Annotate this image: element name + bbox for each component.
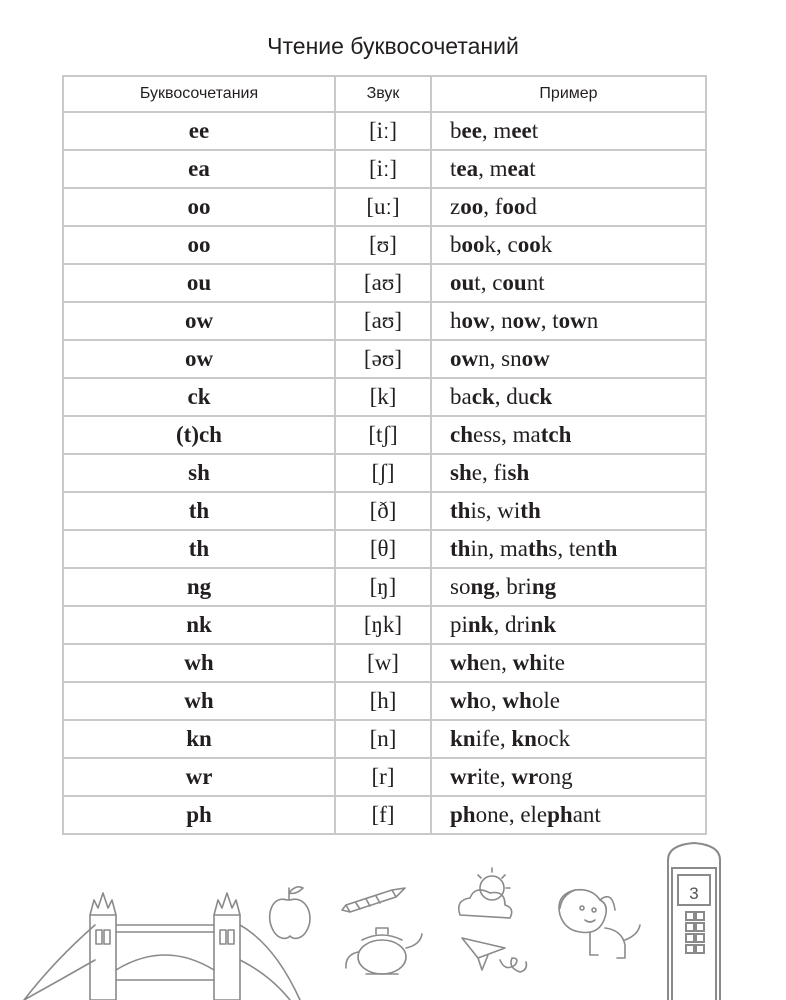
sound-cell: [ʊ]: [335, 226, 431, 264]
example-cell: tea, meat: [431, 150, 706, 188]
paper-plane-icon: [462, 938, 526, 972]
example-cell: book, cook: [431, 226, 706, 264]
combination-cell: ng: [63, 568, 335, 606]
combination-cell: th: [63, 492, 335, 530]
sound-cell: [iː]: [335, 150, 431, 188]
apple-icon: [270, 887, 310, 939]
combination-cell: th: [63, 530, 335, 568]
example-cell: pink, drink: [431, 606, 706, 644]
combination-cell: ou: [63, 264, 335, 302]
combination-cell: oo: [63, 226, 335, 264]
sound-cell: [f]: [335, 796, 431, 834]
example-cell: she, fish: [431, 454, 706, 492]
sound-cell: [θ]: [335, 530, 431, 568]
example-cell: zoo, food: [431, 188, 706, 226]
example-cell: bee, meet: [431, 112, 706, 150]
sound-cell: [w]: [335, 644, 431, 682]
combination-cell: ph: [63, 796, 335, 834]
combination-cell: kn: [63, 720, 335, 758]
sound-cell: [aʊ]: [335, 302, 431, 340]
example-cell: song, bring: [431, 568, 706, 606]
sound-cell: [əʊ]: [335, 340, 431, 378]
cloud-sun-icon: [459, 868, 512, 918]
combination-cell: ow: [63, 340, 335, 378]
puppy-icon: [559, 890, 640, 958]
sound-cell: [tʃ]: [335, 416, 431, 454]
phone-booth-icon: [668, 843, 720, 1000]
example-cell: write, wrong: [431, 758, 706, 796]
combination-cell: wr: [63, 758, 335, 796]
header-sound: Звук: [335, 76, 431, 112]
teapot-icon: [346, 928, 422, 974]
example-cell: when, white: [431, 644, 706, 682]
example-cell: who, whole: [431, 682, 706, 720]
combination-cell: wh: [63, 644, 335, 682]
combination-cell: (t)ch: [63, 416, 335, 454]
example-cell: own, snow: [431, 340, 706, 378]
tower-bridge-icon: [24, 893, 300, 1000]
example-cell: chess, match: [431, 416, 706, 454]
combination-cell: ow: [63, 302, 335, 340]
example-cell: this, with: [431, 492, 706, 530]
pencil-icon: [342, 888, 405, 912]
sound-cell: [k]: [335, 378, 431, 416]
example-cell: knife, knock: [431, 720, 706, 758]
example-cell: how, now, town: [431, 302, 706, 340]
page-title: Чтение буквосочетаний: [267, 33, 519, 59]
combination-cell: ee: [63, 112, 335, 150]
sound-cell: [h]: [335, 682, 431, 720]
sound-cell: [ŋk]: [335, 606, 431, 644]
example-cell: out, count: [431, 264, 706, 302]
sound-cell: [ʃ]: [335, 454, 431, 492]
header-combinations: Буквосочетания: [63, 76, 335, 112]
combination-cell: ea: [63, 150, 335, 188]
sound-cell: [aʊ]: [335, 264, 431, 302]
booth-number: 3: [689, 884, 699, 903]
example-cell: phone, elephant: [431, 796, 706, 834]
combination-cell: oo: [63, 188, 335, 226]
example-cell: back, duck: [431, 378, 706, 416]
example-cell: thin, maths, tenth: [431, 530, 706, 568]
sound-cell: [r]: [335, 758, 431, 796]
sound-cell: [uː]: [335, 188, 431, 226]
header-example: Пример: [431, 76, 706, 112]
sound-cell: [ŋ]: [335, 568, 431, 606]
combination-cell: sh: [63, 454, 335, 492]
combination-cell: wh: [63, 682, 335, 720]
sound-cell: [iː]: [335, 112, 431, 150]
sound-cell: [ð]: [335, 492, 431, 530]
sound-cell: [n]: [335, 720, 431, 758]
combination-cell: ck: [63, 378, 335, 416]
combination-cell: nk: [63, 606, 335, 644]
